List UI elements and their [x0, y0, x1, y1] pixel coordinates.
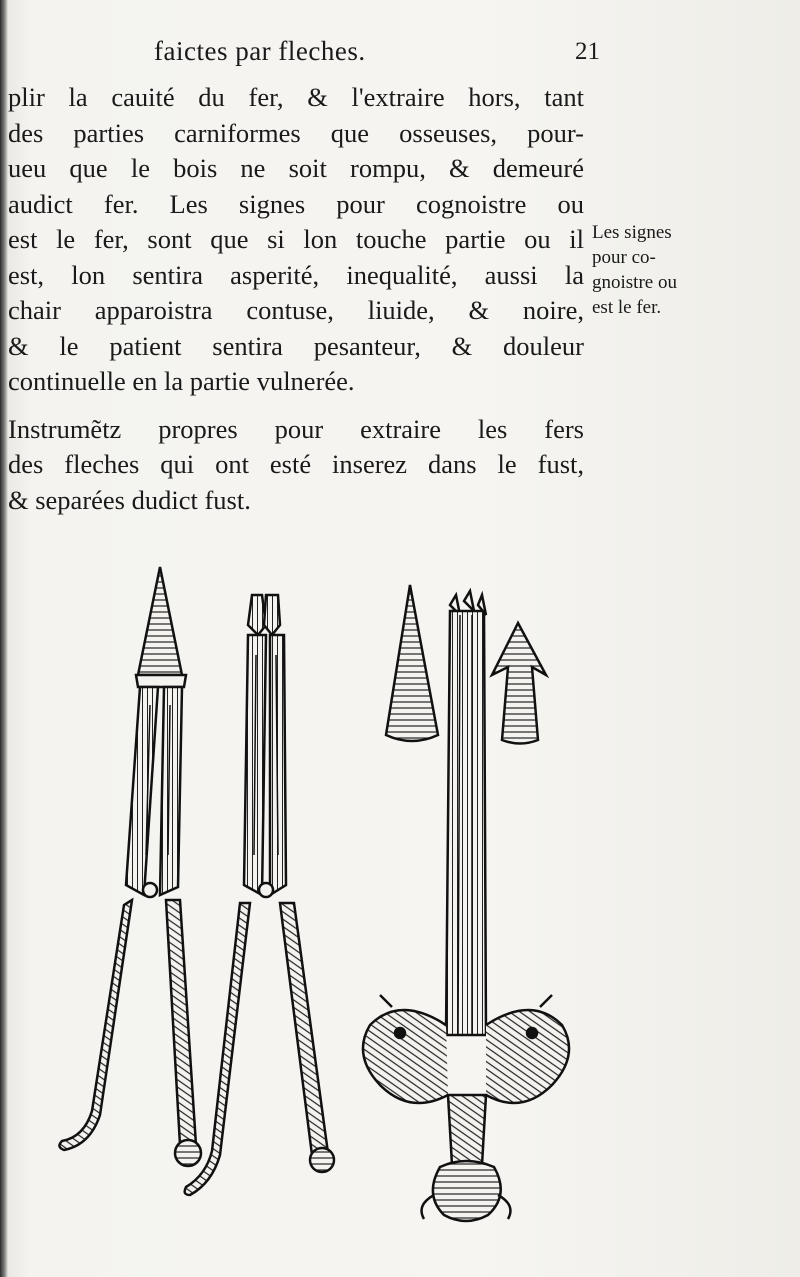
text-line: Instrumẽtz propres pour extraire les fers: [8, 413, 584, 444]
open-pincers-icon: [185, 595, 334, 1195]
text-line: des fleches qui ont esté inserez dans le fust,: [8, 449, 584, 479]
running-title: faictes par fleches.: [154, 36, 366, 66]
text-line: est le fer, sont que si lon touche partie ou il: [8, 224, 584, 254]
page-gutter-shadow: [0, 0, 8, 1277]
running-head: [140, 30, 600, 70]
text-line: & le patient sentira pesanteur, & douleur: [8, 330, 584, 361]
text-line: plir la cauité du fer, & l'extraire hors, tant: [8, 82, 584, 112]
text-line: des parties carniformes que osseuses, pour-: [8, 117, 584, 148]
text-line: & separées dudict fust.: [8, 484, 251, 515]
paragraph-2-heading: [8, 412, 584, 519]
body-text: [8, 80, 584, 518]
text-line: audict fer. Les signes pour cognoistre ou: [8, 188, 584, 219]
barbed-arrowhead-icon: [492, 623, 546, 744]
text-line: continuelle en la partie vulnerée.: [8, 366, 355, 396]
text-line: est, lon sentira asperité, inequalité, aussi la: [8, 259, 584, 290]
marginal-line: est le fer.: [592, 297, 662, 318]
woodcut-illustration: [40, 555, 760, 1255]
pincers-with-arrowhead-icon: [59, 567, 201, 1166]
text-line: chair apparoistra contuse, liuide, & noire,: [8, 295, 584, 325]
marginal-line: gnoistre ou: [592, 272, 677, 293]
text-line: ueu que le bois ne soit rompu, & demeuré: [8, 153, 584, 183]
marginal-line: Les signes: [592, 222, 672, 243]
marginal-line: pour co-: [592, 247, 656, 268]
conical-arrowhead-icon: [386, 585, 438, 741]
marginal-note: [592, 220, 722, 320]
paragraph-1: [8, 80, 584, 400]
page-number: 21: [575, 38, 600, 65]
